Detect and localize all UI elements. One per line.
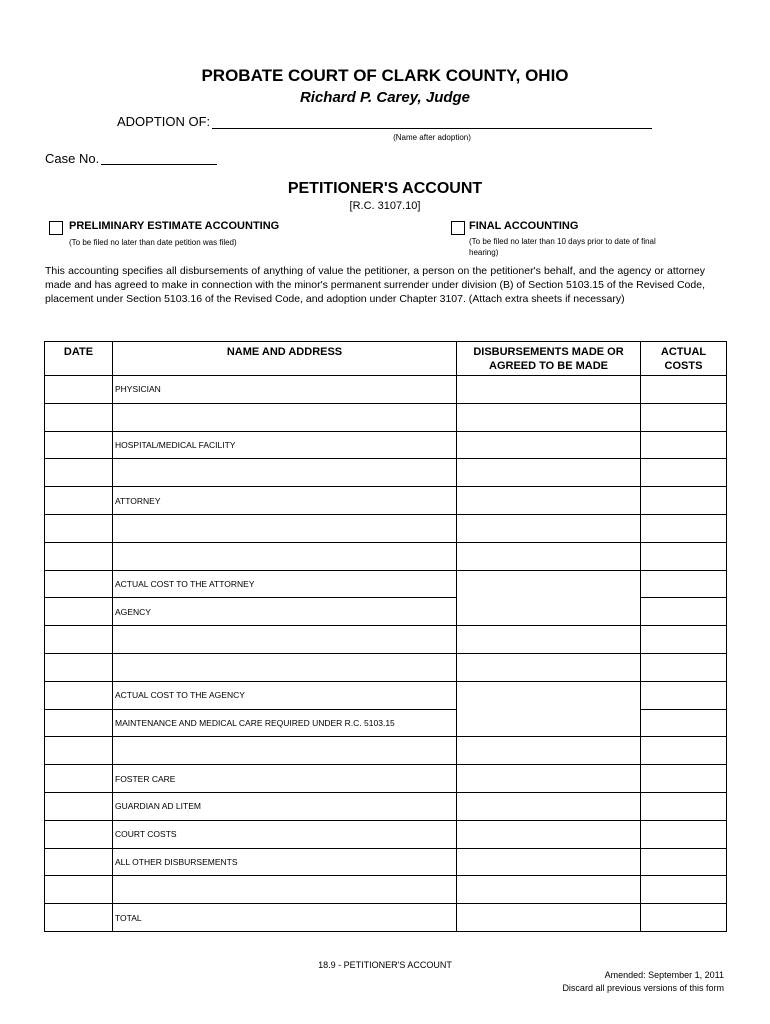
final-accounting-checkbox[interactable]: [451, 221, 465, 235]
date-cell[interactable]: [45, 431, 113, 459]
table-row: [45, 876, 727, 904]
name-address-cell[interactable]: MAINTENANCE AND MEDICAL CARE REQUIRED UNDER R.C. 5103.15: [113, 709, 457, 737]
date-column-header: DATE: [45, 342, 113, 376]
final-accounting-note: (To be filed no later than 10 days prior to date of final hearing): [469, 237, 656, 257]
disbursement-cell[interactable]: [457, 792, 641, 820]
date-cell[interactable]: [45, 848, 113, 876]
disbursement-cell[interactable]: [457, 487, 641, 515]
date-cell[interactable]: [45, 487, 113, 515]
actual-cost-cell[interactable]: [641, 431, 727, 459]
date-cell[interactable]: [45, 403, 113, 431]
name-address-cell[interactable]: [113, 542, 457, 570]
table-row: [45, 376, 727, 404]
disbursement-cell[interactable]: [457, 403, 641, 431]
disbursement-cell[interactable]: [457, 431, 641, 459]
actual-cost-cell[interactable]: [641, 653, 727, 681]
date-cell[interactable]: [45, 570, 113, 598]
name-address-cell[interactable]: [113, 653, 457, 681]
actual-cost-cell[interactable]: [641, 598, 727, 626]
case-number-label: Case No.: [45, 151, 100, 166]
name-address-cell[interactable]: ATTORNEY: [113, 487, 457, 515]
date-cell[interactable]: [45, 820, 113, 848]
discard-note: Discard all previous versions of this form: [562, 983, 724, 993]
disbursement-cell[interactable]: [457, 681, 641, 737]
name-address-cell[interactable]: GUARDIAN AD LITEM: [113, 792, 457, 820]
date-cell[interactable]: [45, 653, 113, 681]
actual-cost-cell[interactable]: [641, 876, 727, 904]
date-cell[interactable]: [45, 737, 113, 765]
disbursement-table: [44, 341, 727, 932]
preliminary-estimate-note: (To be filed no later than date petition was filed): [69, 238, 237, 247]
date-cell[interactable]: [45, 904, 113, 932]
table-row: [45, 626, 727, 654]
name-address-cell[interactable]: ACTUAL COST TO THE AGENCY: [113, 681, 457, 709]
disbursement-cell[interactable]: [457, 514, 641, 542]
name-address-cell[interactable]: PHYSICIAN: [113, 376, 457, 404]
table-row: [45, 765, 727, 793]
date-cell[interactable]: [45, 514, 113, 542]
date-cell[interactable]: [45, 765, 113, 793]
actual-cost-cell[interactable]: [641, 820, 727, 848]
adoption-label: ADOPTION OF:: [117, 114, 211, 129]
name-address-column-header: NAME AND ADDRESS: [113, 342, 457, 376]
table-row: [45, 820, 727, 848]
disbursement-cell[interactable]: [457, 820, 641, 848]
date-cell[interactable]: [45, 376, 113, 404]
disbursement-cell[interactable]: [457, 542, 641, 570]
case-number-field[interactable]: [101, 164, 217, 165]
judge-name: Richard P. Carey, Judge: [299, 89, 471, 106]
table-row: [45, 403, 727, 431]
table-row: [45, 904, 727, 932]
actual-cost-cell[interactable]: [641, 459, 727, 487]
name-address-cell[interactable]: [113, 626, 457, 654]
table-row: [45, 848, 727, 876]
name-address-cell[interactable]: ACTUAL COST TO THE ATTORNEY: [113, 570, 457, 598]
actual-cost-cell[interactable]: [641, 737, 727, 765]
table-row: [45, 653, 727, 681]
date-cell[interactable]: [45, 542, 113, 570]
name-address-cell[interactable]: [113, 514, 457, 542]
actual-cost-cell[interactable]: [641, 765, 727, 793]
table-row: [45, 487, 727, 515]
date-cell[interactable]: [45, 598, 113, 626]
table-row: [45, 459, 727, 487]
actual-cost-cell[interactable]: [641, 542, 727, 570]
actual-cost-cell[interactable]: [641, 626, 727, 654]
actual-cost-cell[interactable]: [641, 514, 727, 542]
actual-costs-column-header: ACTUAL COSTS: [641, 342, 727, 376]
actual-cost-cell[interactable]: [641, 403, 727, 431]
actual-cost-cell[interactable]: [641, 681, 727, 709]
actual-cost-cell[interactable]: [641, 570, 727, 598]
actual-cost-cell[interactable]: [641, 792, 727, 820]
date-cell[interactable]: [45, 626, 113, 654]
name-address-cell[interactable]: COURT COSTS: [113, 820, 457, 848]
table-row: [45, 570, 727, 598]
date-cell[interactable]: [45, 792, 113, 820]
court-title: PROBATE COURT OF CLARK COUNTY, OHIO: [201, 66, 569, 85]
statute-reference: [R.C. 3107.10]: [349, 200, 421, 212]
actual-cost-cell[interactable]: [641, 487, 727, 515]
table-header-row: [45, 342, 727, 376]
actual-cost-cell[interactable]: [641, 376, 727, 404]
instructions-paragraph: This accounting specifies all disbursements of anything of value the petitioner, a person on the petitioner's behalf, and the agency or attorney made and has agreed to make in connection with the minor's permanent surrender under division (B) of Section 5103.15 of the Revised Code, placement under Section 5103.16 of the Revised Code, and adoption under Chapter 3107. (Attach extra sheets if necessary): [45, 265, 705, 305]
final-accounting-label: FINAL ACCOUNTING: [469, 220, 579, 232]
name-after-adoption-caption: (Name after adoption): [393, 133, 471, 142]
disbursement-cell[interactable]: [457, 570, 641, 626]
disbursement-cell[interactable]: [457, 737, 641, 765]
form-id: 18.9 - PETITIONER'S ACCOUNT: [318, 960, 452, 970]
actual-cost-cell[interactable]: [641, 904, 727, 932]
date-cell[interactable]: [45, 459, 113, 487]
table-row: [45, 737, 727, 765]
name-address-cell[interactable]: [113, 737, 457, 765]
disbursement-cell[interactable]: [457, 626, 641, 654]
disbursement-cell[interactable]: [457, 876, 641, 904]
name-address-cell[interactable]: HOSPITAL/MEDICAL FACILITY: [113, 431, 457, 459]
date-cell[interactable]: [45, 876, 113, 904]
preliminary-estimate-label: PRELIMINARY ESTIMATE ACCOUNTING: [69, 220, 280, 232]
table-row: [45, 681, 727, 709]
table-row: [45, 542, 727, 570]
actual-cost-cell[interactable]: [641, 709, 727, 737]
disbursement-cell[interactable]: [457, 765, 641, 793]
table-row: [45, 792, 727, 820]
actual-cost-cell[interactable]: [641, 848, 727, 876]
preliminary-estimate-checkbox[interactable]: [49, 221, 63, 235]
table-row: [45, 514, 727, 542]
disbursement-cell[interactable]: [457, 376, 641, 404]
form-title: PETITIONER'S ACCOUNT: [287, 180, 483, 197]
disbursement-cell[interactable]: [457, 904, 641, 932]
name-address-cell[interactable]: TOTAL: [113, 904, 457, 932]
name-address-cell[interactable]: [113, 876, 457, 904]
disbursement-cell[interactable]: [457, 848, 641, 876]
name-address-cell[interactable]: FOSTER CARE: [113, 765, 457, 793]
name-address-cell[interactable]: [113, 403, 457, 431]
date-cell[interactable]: [45, 681, 113, 709]
disbursements-column-header: DISBURSEMENTS MADE OR AGREED TO BE MADE: [457, 342, 641, 376]
name-address-cell[interactable]: AGENCY: [113, 598, 457, 626]
name-address-cell[interactable]: [113, 459, 457, 487]
disbursement-cell[interactable]: [457, 459, 641, 487]
table-row: [45, 431, 727, 459]
disbursement-cell[interactable]: [457, 653, 641, 681]
date-cell[interactable]: [45, 709, 113, 737]
adoption-name-field[interactable]: [212, 128, 652, 129]
amended-date: Amended: September 1, 2011: [604, 970, 724, 980]
name-address-cell[interactable]: ALL OTHER DISBURSEMENTS: [113, 848, 457, 876]
